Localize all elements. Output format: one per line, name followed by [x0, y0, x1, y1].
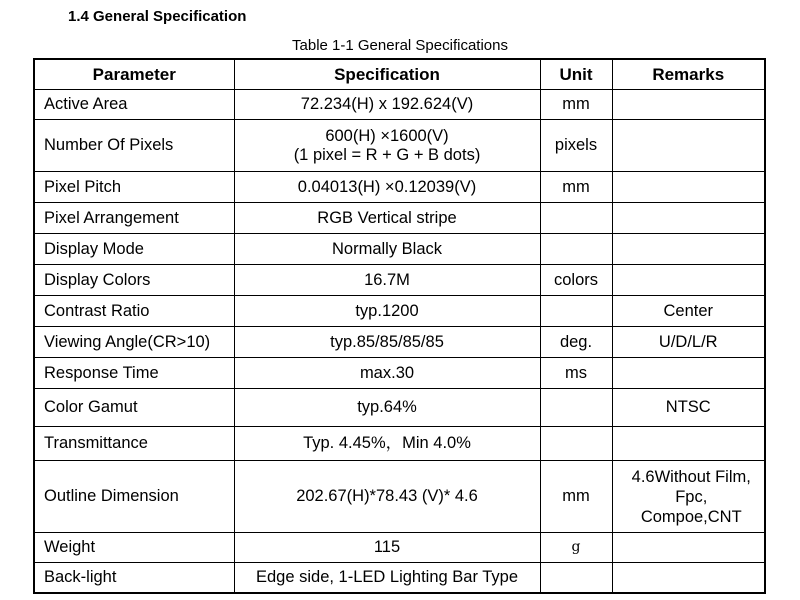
table-row-pixel-arrangement — [34, 203, 765, 234]
remarks-cell — [612, 427, 765, 461]
section-heading: 1.4 General Specification — [68, 8, 247, 25]
unit-cell — [540, 389, 612, 427]
remarks-cell: NTSC — [612, 389, 765, 427]
parameter-cell: Transmittance — [34, 427, 234, 461]
parameter-cell: Outline Dimension — [34, 461, 234, 533]
specification-cell: Edge side, 1-LED Lighting Bar Type — [234, 563, 540, 593]
table-row-contrast-ratio — [34, 296, 765, 327]
unit-cell: colors — [540, 265, 612, 296]
unit-cell: ms — [540, 358, 612, 389]
parameter-cell: Display Mode — [34, 234, 234, 265]
remarks-cell — [612, 120, 765, 172]
table-row-active-area — [34, 90, 765, 120]
table-row-weight — [34, 533, 765, 563]
parameter-cell: Contrast Ratio — [34, 296, 234, 327]
specification-cell: Typ. 4.45%，Min 4.0% — [234, 427, 540, 461]
unit-cell: mm — [540, 172, 612, 203]
unit-cell: mm — [540, 90, 612, 120]
specification-cell: 115 — [234, 533, 540, 563]
parameter-cell: Response Time — [34, 358, 234, 389]
specification-cell: typ.64% — [234, 389, 540, 427]
table-row-back-light — [34, 563, 765, 593]
parameter-cell: Display Colors — [34, 265, 234, 296]
remarks-cell — [612, 533, 765, 563]
parameter-cell: Weight — [34, 533, 234, 563]
parameter-cell: Color Gamut — [34, 389, 234, 427]
unit-cell: pixels — [540, 120, 612, 172]
table-caption: Table 1-1 General Specifications — [292, 37, 508, 54]
remarks-cell — [612, 265, 765, 296]
column-header-parameter: Parameter — [34, 59, 234, 90]
unit-cell: mm — [540, 461, 612, 533]
specification-line-1: 600(H) ×1600(V) — [325, 126, 449, 145]
parameter-cell: Pixel Pitch — [34, 172, 234, 203]
unit-cell — [540, 296, 612, 327]
specification-cell: typ.1200 — [234, 296, 540, 327]
parameter-cell: Back-light — [34, 563, 234, 593]
table-header-row — [34, 59, 765, 90]
column-header-unit: Unit — [540, 59, 612, 90]
table-row-number-of-pixels — [34, 120, 765, 172]
column-header-specification: Specification — [234, 59, 540, 90]
table-row-response-time — [34, 358, 765, 389]
specification-cell: max.30 — [234, 358, 540, 389]
parameter-cell: Pixel Arrangement — [34, 203, 234, 234]
table-row-viewing-angle — [34, 327, 765, 358]
remarks-cell — [612, 90, 765, 120]
table-row-display-colors — [34, 265, 765, 296]
specification-cell: typ.85/85/85/85 — [234, 327, 540, 358]
remarks-cell: U/D/L/R — [612, 327, 765, 358]
remarks-cell — [612, 234, 765, 265]
parameter-cell: Active Area — [34, 90, 234, 120]
specification-cell: 0.04013(H) ×0.12039(V) — [234, 172, 540, 203]
table-row-color-gamut — [34, 389, 765, 427]
general-specifications-table — [33, 58, 766, 594]
specification-line-2: (1 pixel = R + G + B dots) — [293, 145, 481, 164]
specification-cell: 16.7M — [234, 265, 540, 296]
remarks-cell — [612, 563, 765, 593]
table-row-outline-dimension — [34, 461, 765, 533]
table-row-transmittance — [34, 427, 765, 461]
remarks-cell — [612, 172, 765, 203]
table-row-display-mode — [34, 234, 765, 265]
unit-cell — [540, 234, 612, 265]
specification-cell: 202.67(H)*78.43 (V)* 4.6 — [234, 461, 540, 533]
remarks-cell — [612, 358, 765, 389]
specification-cell: RGB Vertical stripe — [234, 203, 540, 234]
remarks-cell — [612, 203, 765, 234]
specification-cell — [234, 120, 540, 172]
parameter-cell: Number Of Pixels — [34, 120, 234, 172]
specification-cell: 72.234(H) x 192.624(V) — [234, 90, 540, 120]
unit-cell — [540, 203, 612, 234]
unit-cell — [540, 563, 612, 593]
specification-cell: Normally Black — [234, 234, 540, 265]
remarks-cell: 4.6Without Film, Fpc, Compoe,CNT — [612, 461, 765, 533]
parameter-cell: Viewing Angle(CR>10) — [34, 327, 234, 358]
unit-cell: deg. — [540, 327, 612, 358]
remarks-cell: Center — [612, 296, 765, 327]
unit-cell — [540, 427, 612, 461]
column-header-remarks: Remarks — [612, 59, 765, 90]
table-row-pixel-pitch — [34, 172, 765, 203]
unit-cell: g — [540, 533, 612, 563]
